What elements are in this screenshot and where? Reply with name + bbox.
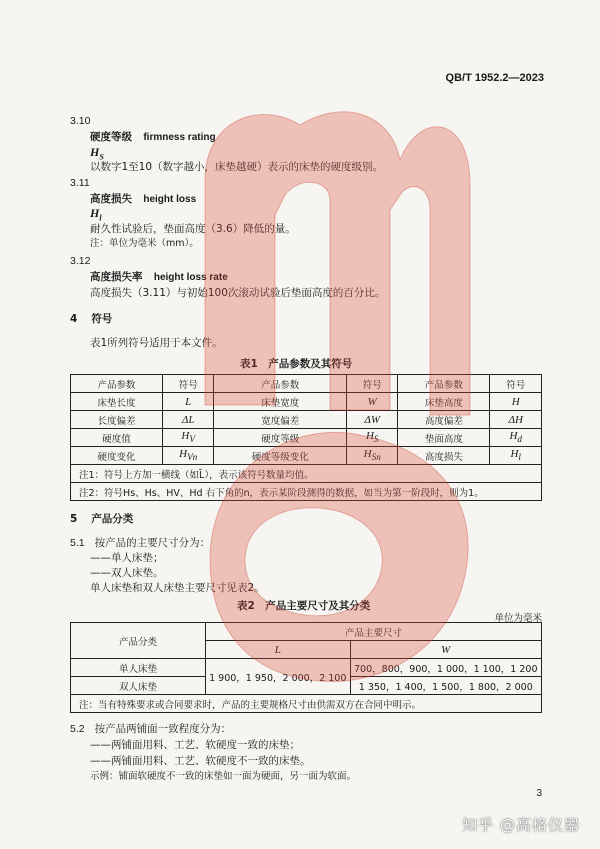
table-1 [70,374,542,501]
page-number: 3 [536,788,542,799]
term-en: height loss [143,194,197,205]
table-caption: 表1 产品参数及其符号 [240,358,353,370]
table-header: 符号 [347,375,398,393]
paragraph: 表1所列符号适用于本文件。 [90,337,223,349]
symbol-cell: ΔW [347,411,398,429]
param-cell: 长度偏差 [71,411,163,429]
definition: 高度损失（3.11）与初始100次滚动试验后垫面高度的百分比。 [90,287,386,299]
symbol-cell: $H_{Vn}$ [163,447,214,465]
term-line [90,270,228,285]
table-row [71,411,542,429]
clause: 5.1 按产品的主要尺寸分为： [70,537,211,549]
param-cell: 硬度等级 [214,429,347,447]
table-note: 注1：符号上方加一横线（如L̄），表示该符号数量均值。 [71,465,542,483]
table-header: L [206,641,351,659]
note: 注：单位为毫米（mm）。 [90,238,199,249]
term-zh: 高度损失 [90,193,132,205]
section-number: 3.10 [70,115,91,127]
table-note-row [71,695,542,713]
table-2 [70,622,542,713]
table-header: 产品参数 [214,375,347,393]
clause: 5.2 按产品两铺面一致程度分为： [70,723,232,735]
table-note-row [71,465,542,483]
definition: 耐久性试验后，垫面高度（3.6）降低的量。 [90,223,296,235]
table-header: 符号 [490,375,542,393]
table-header: W [350,641,541,659]
param-cell: 床垫长度 [71,393,163,411]
term-symbol: $H_l$ [90,206,102,223]
table-note: 注：当有特殊要求或合同要求时，产品的主要规格尺寸由供需双方在合同中明示。 [71,695,542,713]
chapter-heading: 5 产品分类 [70,513,134,525]
param-cell: 床垫宽度 [214,393,347,411]
table-row [71,429,542,447]
section-number: 3.12 [70,255,91,267]
symbol-cell: L [163,393,214,411]
term-symbol: $H_S$ [90,145,104,162]
table-header: 产品参数 [398,375,490,393]
chapter-heading: 4 符号 [70,313,113,325]
class-cell: 单人床垫 [71,659,206,677]
list-item: ——双人床垫。 [90,567,164,579]
symbol-cell: $H_d$ [490,429,542,447]
list-item: ——两铺面用料、工艺、软硬度不一致的床垫。 [90,755,311,767]
term-en: firmness rating [143,132,216,143]
term-zh: 高度损失率 [90,271,143,283]
symbol-cell: $H_S$ [347,429,398,447]
param-cell: 硬度等级变化 [214,447,347,465]
term-en: height loss rate [153,272,228,283]
param-cell: 宽度偏差 [214,411,347,429]
symbol-cell: ΔH [490,411,542,429]
table-header-row [71,623,542,641]
table-row [71,393,542,411]
width-cell: 1 350，1 400，1 500，1 800，2 000 [350,677,541,695]
table-row [71,447,542,465]
table-header: 符号 [163,375,214,393]
length-cell: 1 900，1 950，2 000，2 100 [206,659,351,695]
table-unit: 单位为毫米 [494,613,542,624]
symbol-cell: W [347,393,398,411]
term-line [90,192,196,207]
symbol-cell: $H_V$ [163,429,214,447]
list-item: ——单人床垫； [90,552,164,564]
class-cell: 双人床垫 [71,677,206,695]
table-note-row [71,483,542,501]
width-cell: 700，800，900，1 000，1 100，1 200 [350,659,541,677]
param-cell: 床垫高度 [398,393,490,411]
table-header: 产品分类 [71,623,206,659]
table-note: 注2：符号Hs、Hs、HV、Hd 右下角的n，表示某阶段测得的数据，如当为第一阶段时，则为1。 [71,483,542,501]
symbol-cell: $H_l$ [490,447,542,465]
definition: 以数字1至10（数字越小，床垫越硬）表示的床垫的硬度级别。 [90,161,384,173]
symbol-cell: ΔL [163,411,214,429]
table-header: 产品主要尺寸 [206,623,542,641]
watermark-text: 知乎 @高格仪器 [462,816,580,834]
table-row [71,659,542,677]
standard-code: QB/T 1952.2—2023 [445,72,544,84]
paragraph: 单人床垫和双人床垫主要尺寸见表2。 [90,582,265,594]
table-header-row [71,375,542,393]
symbol-cell: $H_{Sn}$ [347,447,398,465]
term-zh: 硬度等级 [90,131,132,143]
section-number: 3.11 [70,177,90,189]
param-cell: 垫面高度 [398,429,490,447]
table-header: 产品参数 [71,375,163,393]
term-line [90,130,216,145]
symbol-cell: H [490,393,542,411]
example: 示例：铺面软硬度不一致的床垫如一面为硬面，另一面为软面。 [90,771,357,782]
param-cell: 高度偏差 [398,411,490,429]
param-cell: 硬度值 [71,429,163,447]
list-item: ——两铺面用料、工艺、软硬度一致的床垫； [90,739,300,751]
param-cell: 高度损失 [398,447,490,465]
param-cell: 硬度变化 [71,447,163,465]
table-caption: 表2 产品主要尺寸及其分类 [237,600,371,612]
